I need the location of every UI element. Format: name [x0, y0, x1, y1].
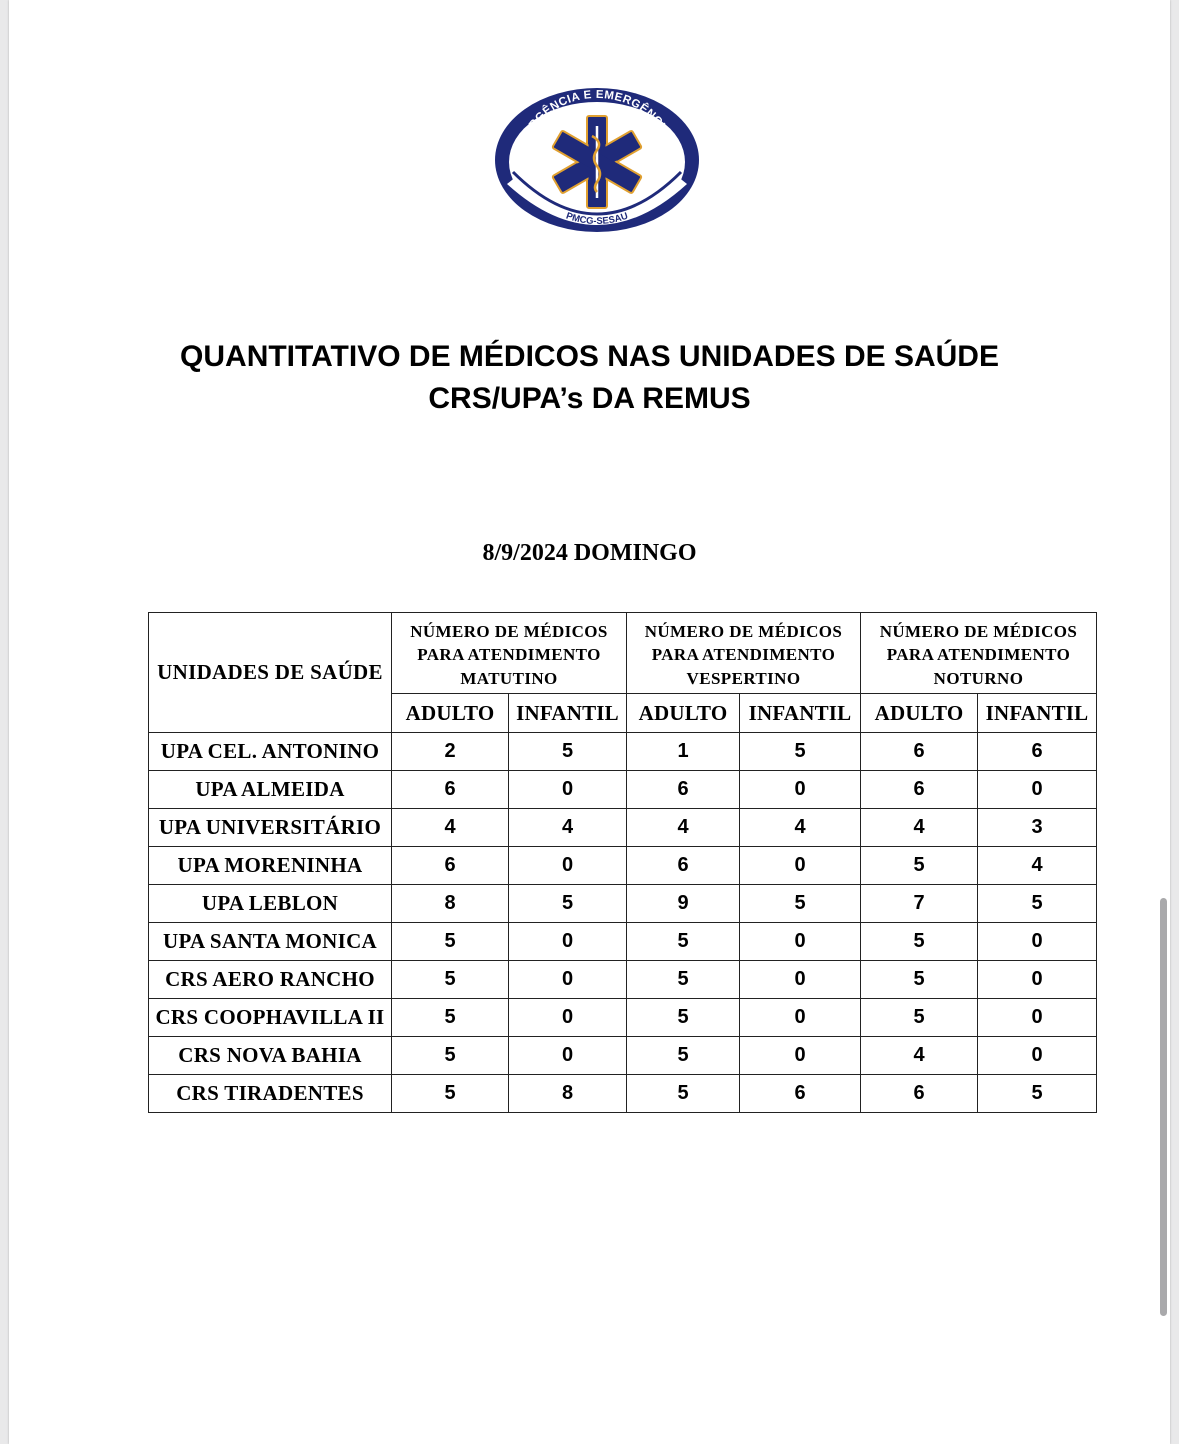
doctor-count-cell: 6 [627, 771, 740, 809]
unit-name: UPA UNIVERSITÁRIO [149, 809, 392, 847]
doctor-count-cell: 0 [509, 961, 627, 999]
table-row [149, 847, 1097, 885]
table-row [149, 923, 1097, 961]
doctor-count-cell: 4 [509, 809, 627, 847]
table-row [149, 771, 1097, 809]
table-row [149, 961, 1097, 999]
table-row [149, 999, 1097, 1037]
doctor-count-cell: 5 [861, 923, 978, 961]
doctor-count-cell: 0 [740, 923, 861, 961]
doctor-count-cell: 5 [627, 1037, 740, 1075]
unit-name: CRS COOPHAVILLA II [149, 999, 392, 1037]
doctor-count-cell: 0 [978, 1037, 1097, 1075]
doctor-count-cell: 6 [392, 847, 509, 885]
doctor-count-cell: 4 [627, 809, 740, 847]
group-line: NÚMERO DE MÉDICOS [410, 621, 608, 641]
doctor-count-cell: 5 [861, 961, 978, 999]
doctor-count-cell: 2 [392, 733, 509, 771]
doctor-count-cell: 0 [978, 999, 1097, 1037]
unit-name: CRS AERO RANCHO [149, 961, 392, 999]
child-header: INFANTIL [740, 694, 861, 733]
doctor-count-cell: 7 [861, 885, 978, 923]
group-period: NOTURNO [933, 668, 1024, 688]
unit-name: CRS TIRADENTES [149, 1075, 392, 1113]
doctor-count-cell: 3 [978, 809, 1097, 847]
table-row [149, 885, 1097, 923]
doctor-count-cell: 8 [509, 1075, 627, 1113]
doctor-count-cell: 0 [740, 771, 861, 809]
group-line: PARA ATENDIMENTO [417, 645, 601, 665]
doctor-count-cell: 5 [627, 999, 740, 1037]
doctor-count-cell: 0 [740, 847, 861, 885]
doctor-count-cell: 9 [627, 885, 740, 923]
doctor-count-cell: 0 [740, 1037, 861, 1075]
group-line: PARA ATENDIMENTO [651, 645, 836, 665]
child-header: INFANTIL [978, 694, 1097, 733]
table-row [149, 809, 1097, 847]
date-value: 8/9/2024 [482, 540, 568, 566]
doctor-count-cell: 4 [740, 809, 861, 847]
unit-name: CRS NOVA BAHIA [149, 1037, 392, 1075]
doctor-count-cell: 5 [509, 733, 627, 771]
doctor-count-cell: 5 [861, 847, 978, 885]
doctor-count-cell: 5 [740, 733, 861, 771]
doctor-count-cell: 6 [740, 1075, 861, 1113]
svg-text:PMCG-SESAU: PMCG-SESAU [564, 210, 630, 228]
doctor-count-cell: 5 [509, 885, 627, 923]
document-page [9, 0, 1170, 1444]
child-header: INFANTIL [509, 694, 627, 733]
table-row [149, 733, 1097, 771]
doctor-count-cell: 6 [392, 771, 509, 809]
doctor-count-cell: 5 [392, 999, 509, 1037]
svg-text:URGÊNCIA E EMERGÊNCIA: URGÊNCIA E EMERGÊNCIA [521, 88, 673, 139]
page-subtitle: CRS/UPA’s DA REMUS [428, 382, 751, 415]
doctor-count-cell: 6 [861, 771, 978, 809]
group-period: MATUTINO [460, 668, 558, 688]
unit-name: UPA ALMEIDA [149, 771, 392, 809]
table-row [149, 1037, 1097, 1075]
doctor-count-cell: 0 [740, 961, 861, 999]
report-date [9, 540, 1170, 567]
doctor-count-cell: 0 [509, 1037, 627, 1075]
group-line: NÚMERO DE MÉDICOS [644, 621, 843, 641]
units-header: UNIDADES DE SAÚDE [149, 613, 392, 733]
doctor-count-cell: 4 [978, 847, 1097, 885]
doctor-count-cell: 5 [392, 923, 509, 961]
emergency-logo [487, 80, 707, 240]
doctor-count-cell: 5 [392, 1037, 509, 1075]
unit-name: UPA SANTA MONICA [149, 923, 392, 961]
unit-name: UPA LEBLON [149, 885, 392, 923]
doctor-count-cell: 5 [627, 961, 740, 999]
page-title: QUANTITATIVO DE MÉDICOS NAS UNIDADES DE SAÚDE [180, 340, 999, 373]
doctor-count-cell: 0 [978, 961, 1097, 999]
doctor-count-cell: 5 [740, 885, 861, 923]
unit-name: UPA CEL. ANTONINO [149, 733, 392, 771]
adult-header: ADULTO [627, 694, 740, 733]
doctor-count-cell: 5 [861, 999, 978, 1037]
doctor-count-cell: 4 [861, 809, 978, 847]
vertical-scrollbar[interactable] [1160, 898, 1167, 1316]
morning-header [392, 613, 627, 694]
doctor-count-cell: 6 [861, 733, 978, 771]
doctor-count-cell: 0 [978, 771, 1097, 809]
group-line: PARA ATENDIMENTO [886, 645, 1071, 665]
doctor-count-cell: 5 [392, 1075, 509, 1113]
doctor-count-cell: 4 [392, 809, 509, 847]
doctor-count-cell: 6 [627, 847, 740, 885]
afternoon-header [627, 613, 861, 694]
doctor-count-cell: 5 [627, 923, 740, 961]
adult-header: ADULTO [861, 694, 978, 733]
doctor-count-cell: 1 [627, 733, 740, 771]
doctor-count-cell: 8 [392, 885, 509, 923]
doctor-count-cell: 0 [509, 847, 627, 885]
group-line: NÚMERO DE MÉDICOS [879, 621, 1078, 641]
night-header [861, 613, 1097, 694]
adult-header: ADULTO [392, 694, 509, 733]
group-period: VESPERTINO [686, 668, 801, 688]
doctor-count-cell: 5 [978, 885, 1097, 923]
doctor-count-cell: 6 [978, 733, 1097, 771]
doctor-count-cell: 0 [509, 923, 627, 961]
doctor-count-cell: 0 [509, 771, 627, 809]
doctor-count-cell: 0 [978, 923, 1097, 961]
doctor-count-cell: 5 [627, 1075, 740, 1113]
weekday-label: DOMINGO [573, 540, 697, 566]
doctor-count-cell: 5 [978, 1075, 1097, 1113]
doctor-count-cell: 0 [740, 999, 861, 1037]
doctors-table [148, 612, 1097, 1113]
doctor-count-cell: 6 [861, 1075, 978, 1113]
doctor-count-cell: 5 [392, 961, 509, 999]
table-row [149, 1075, 1097, 1113]
doctor-count-cell: 0 [509, 999, 627, 1037]
doctor-count-cell: 4 [861, 1037, 978, 1075]
unit-name: UPA MORENINHA [149, 847, 392, 885]
